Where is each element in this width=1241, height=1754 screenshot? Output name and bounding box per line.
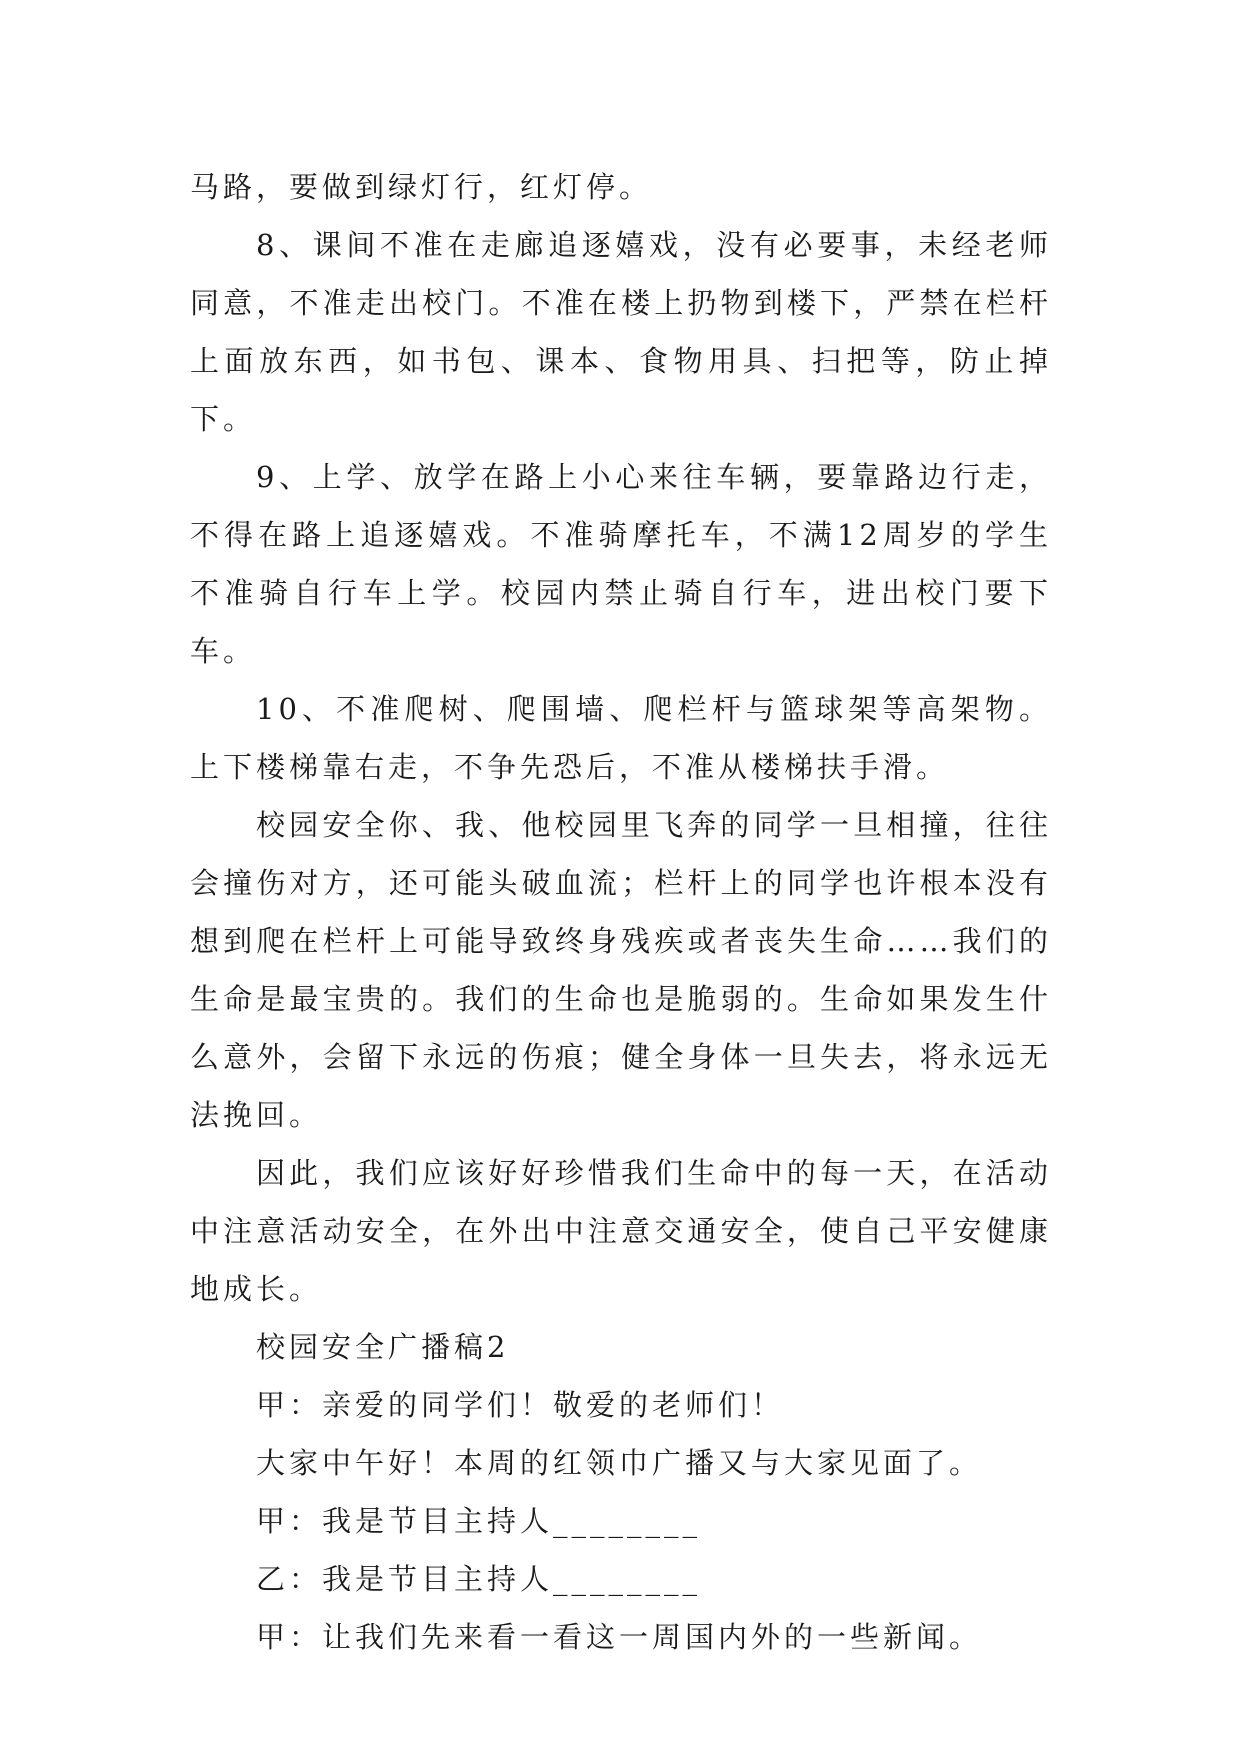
paragraph-rule-9: 9、上学、放学在路上小心来往车辆，要靠路边行走，不得在路上追逐嬉戏。不准骑摩托车，不满12周岁的学生不准骑自行车上学。校园内禁止骑自行车，进出校门要下车。 [190,460,1052,668]
dialogue-line-4: 乙：我是节目主持人________ [256,1562,702,1596]
paragraph-campus-safety: 校园安全你、我、他校园里飞奔的同学一旦相撞，往往会撞伤对方，还可能头破血流；栏杆上的同学也许根本没有想到爬在栏杆上可能导致终身残疾或者丧失生命……我们的生命是最宝贵的。我们的生命也是脆弱的。生命如果发生什么意外，会留下永远的伤痕；健全身体一旦失去，将永远无法挽回。 [190,808,1052,1132]
dialogue-line-5: 甲：让我们先来看一看这一周国内外的一些新闻。 [256,1620,983,1654]
document-body [190,158,1052,1666]
dialogue-line-1: 甲：亲爱的同学们！敬爱的老师们！ [256,1388,785,1422]
section-heading: 校园安全广播稿2 [256,1330,510,1364]
dialogue-line-3: 甲：我是节目主持人________ [256,1504,702,1538]
paragraph-1: 马路，要做到绿灯行，红灯停。 [190,170,653,204]
paragraph-rule-10: 10、不准爬树、爬围墙、爬栏杆与篮球架等高架物。上下楼梯靠右走，不争先恐后，不准从楼梯扶手滑。 [190,692,1052,784]
paragraph-rule-8: 8、课间不准在走廊追逐嬉戏，没有必要事，未经老师同意，不准走出校门。不准在楼上扔物到楼下，严禁在栏杆上面放东西，如书包、课本、食物用具、扫把等，防止掉下。 [190,228,1052,436]
dialogue-line-2: 大家中午好！本周的红领巾广播又与大家见面了。 [256,1446,983,1480]
paragraph-conclusion: 因此，我们应该好好珍惜我们生命中的每一天，在活动中注意活动安全，在外出中注意交通安全，使自己平安健康地成长。 [190,1156,1052,1306]
